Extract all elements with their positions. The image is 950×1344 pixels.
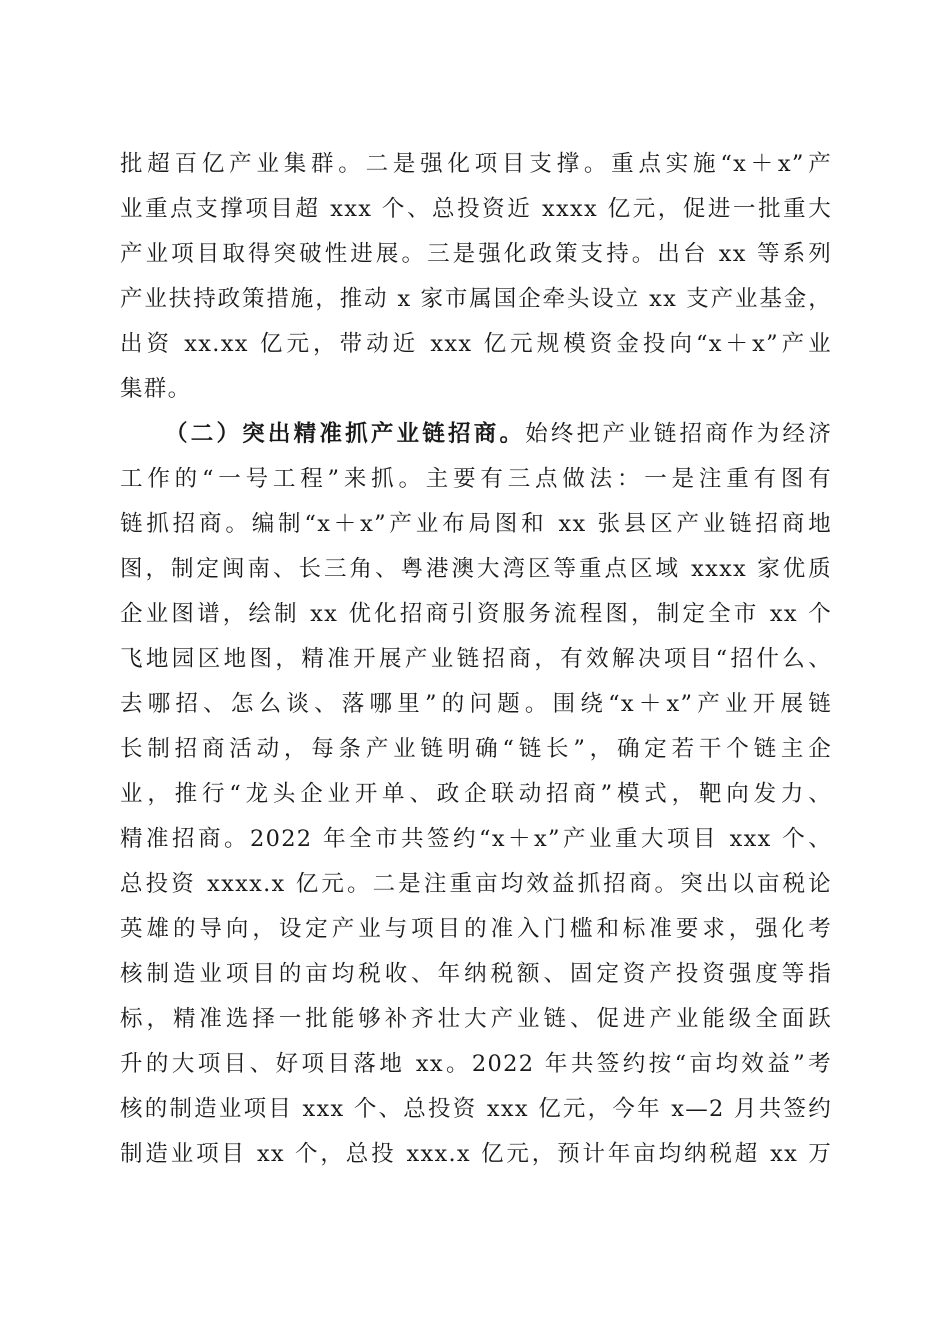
paragraph-line: 总投资 xxxx.x 亿元。二是注重亩均效益抓招商。突出以亩税论 xyxy=(120,871,832,897)
paragraph-line: 企业图谱，绘制 xx 优化招商引资服务流程图，制定全市 xx 个 xyxy=(120,601,832,627)
body-text xyxy=(120,142,832,1177)
paragraph-line: 去哪招、怎么谈、落哪里”的问题。围绕“x＋x”产业开展链 xyxy=(120,691,832,717)
paragraph-line: 业重点支撑项目超 xxx 个、总投资近 xxxx 亿元，促进一批重大 xyxy=(120,196,832,222)
paragraph-line: 出资 xx.xx 亿元，带动近 xxx 亿元规模资金投向“x＋x”产业 xyxy=(120,331,832,357)
section-first-line xyxy=(120,412,832,457)
paragraph-line: 业，推行“龙头企业开单、政企联动招商”模式，靶向发力、 xyxy=(120,781,832,807)
paragraph-line: 精准招商。2022 年全市共签约“x＋x”产业重大项目 xxx 个、 xyxy=(120,826,832,852)
paragraph-line: 图，制定闽南、长三角、粤港澳大湾区等重点区域 xxxx 家优质 xyxy=(120,556,832,582)
paragraph-line: 长制招商活动，每条产业链明确“链长”，确定若干个链主企 xyxy=(120,736,832,762)
paragraph-line: 飞地园区地图，精准开展产业链招商，有效解决项目“招什么、 xyxy=(120,646,832,672)
paragraph-line: 链抓招商。编制“x＋x”产业布局图和 xx 张县区产业链招商地 xyxy=(120,511,832,537)
paragraph-line: 英雄的导向，设定产业与项目的准入门槛和标准要求，强化考 xyxy=(120,916,832,942)
paragraph-line: 标，精准选择一批能够补齐壮大产业链、促进产业能级全面跃 xyxy=(120,1006,832,1032)
paragraph-line: 批超百亿产业集群。二是强化项目支撑。重点实施“x＋x”产 xyxy=(120,151,832,177)
paragraph-line: 集群。 xyxy=(120,376,192,402)
paragraph-line: 核制造业项目的亩均税收、年纳税额、固定资产投资强度等指 xyxy=(120,961,832,987)
paragraph-line: 升的大项目、好项目落地 xx。2022 年共签约按“亩均效益”考 xyxy=(120,1051,832,1077)
paragraph-line: 工作的“一号工程”来抓。主要有三点做法：一是注重有图有 xyxy=(120,466,832,492)
paragraph-line: 产业项目取得突破性进展。三是强化政策支持。出台 xx 等系列 xyxy=(120,241,832,267)
section-first-line-text: 始终把产业链招商作为经济 xyxy=(525,421,832,447)
paragraph-line: 核的制造业项目 xxx 个、总投资 xxx 亿元，今年 x—2 月共签约 xyxy=(120,1096,832,1122)
section-heading: （二）突出精准抓产业链招商。 xyxy=(165,421,526,447)
paragraph-line: 制造业项目 xx 个，总投 xxx.x 亿元，预计年亩均纳税超 xx 万 xyxy=(120,1141,832,1167)
paragraph-line: 产业扶持政策措施，推动 x 家市属国企牵头设立 xx 支产业基金， xyxy=(120,286,832,312)
